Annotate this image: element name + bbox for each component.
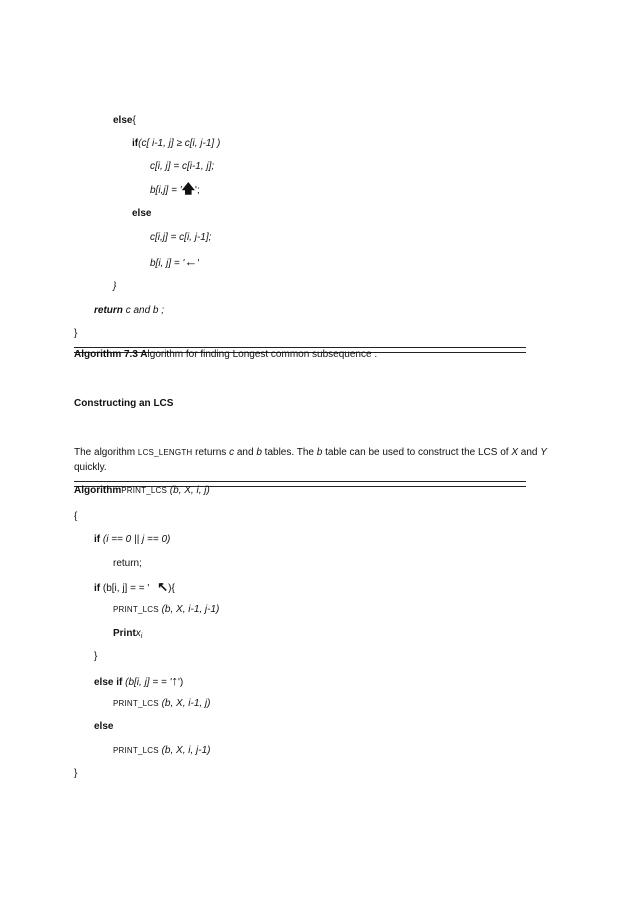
assign-b-up-pre: b[i,j] = ' xyxy=(150,185,182,196)
if-condition: (c[ i-1, j] ≥ c[i, j-1] ) xyxy=(138,138,221,149)
algorithm-args: (b, X, i, j) xyxy=(167,485,210,496)
if-base-case: if (i == 0 || j == 0) xyxy=(94,534,171,545)
else-if-up: else if (b[i, j] = = '↑') xyxy=(94,673,184,688)
caption-label: Algorithm 7.3 A xyxy=(74,349,148,360)
outer-close-brace: } xyxy=(74,328,78,339)
algorithm-header xyxy=(74,484,210,497)
return-statement: return; xyxy=(113,558,142,569)
return-values: c and b ; xyxy=(125,305,165,316)
section-heading: Constructing an LCS xyxy=(74,398,174,409)
else-brace: { xyxy=(132,115,136,126)
if-diagonal: if (b[i, j] = = ' ↖){ xyxy=(94,579,175,594)
if-keyword: if xyxy=(132,138,139,149)
up-arrow-outline-icon: ↑ xyxy=(171,673,179,688)
recursive-call-diagonal: PRINT_LCS (b, X, i-1, j-1) xyxy=(113,604,220,615)
return-keyword: return xyxy=(94,305,123,316)
close-brace-outer: } xyxy=(74,768,78,779)
diagonal-arrow-icon: ↖ xyxy=(157,579,169,594)
assign-b-left-pre: b[i, j] = ' xyxy=(150,258,185,269)
algorithm-caption xyxy=(74,348,377,361)
lcs-length-name: LCS_LENGTH xyxy=(137,448,193,457)
print-statement: Printx$_i$ xyxy=(113,628,143,640)
assign-c-left: c[i,j] = c[i, j-1]; xyxy=(150,232,212,243)
return-line xyxy=(94,304,164,317)
close-brace-diagonal: } xyxy=(94,651,98,662)
recursive-call-left: PRINT_LCS (b, X, i, j-1) xyxy=(113,745,211,756)
section-paragraph: The algorithm LCS_LENGTH returns c and b tables. The b table can be used to construct the LCS of X and Y quickly. xyxy=(74,447,547,473)
open-brace: { xyxy=(74,511,78,522)
if-line xyxy=(132,137,220,150)
else-keyword: else xyxy=(113,115,133,126)
else-line xyxy=(113,114,136,127)
assign-b-up xyxy=(150,182,200,197)
caption-text: lgorithm for finding Longest common subsequence . xyxy=(147,349,378,360)
assign-b-up-post: '; xyxy=(195,185,200,196)
assign-c-up: c[i, j] = c[i-1, j]; xyxy=(150,161,215,172)
inner-close-brace: } xyxy=(113,281,117,292)
print-lcs-name: PRINT_LCS xyxy=(121,486,168,495)
else-keyword-final: else xyxy=(94,721,114,732)
else-keyword-inner: else xyxy=(132,208,152,219)
left-arrow-icon: ← xyxy=(184,254,198,269)
assign-b-left-post: ' xyxy=(197,258,200,269)
recursive-call-up: PRINT_LCS (b, X, i-1, j) xyxy=(113,698,211,709)
algorithm-keyword: Algorithm xyxy=(74,485,122,496)
assign-b-left xyxy=(150,255,199,270)
up-arrow-icon: 🡅 xyxy=(181,181,196,196)
